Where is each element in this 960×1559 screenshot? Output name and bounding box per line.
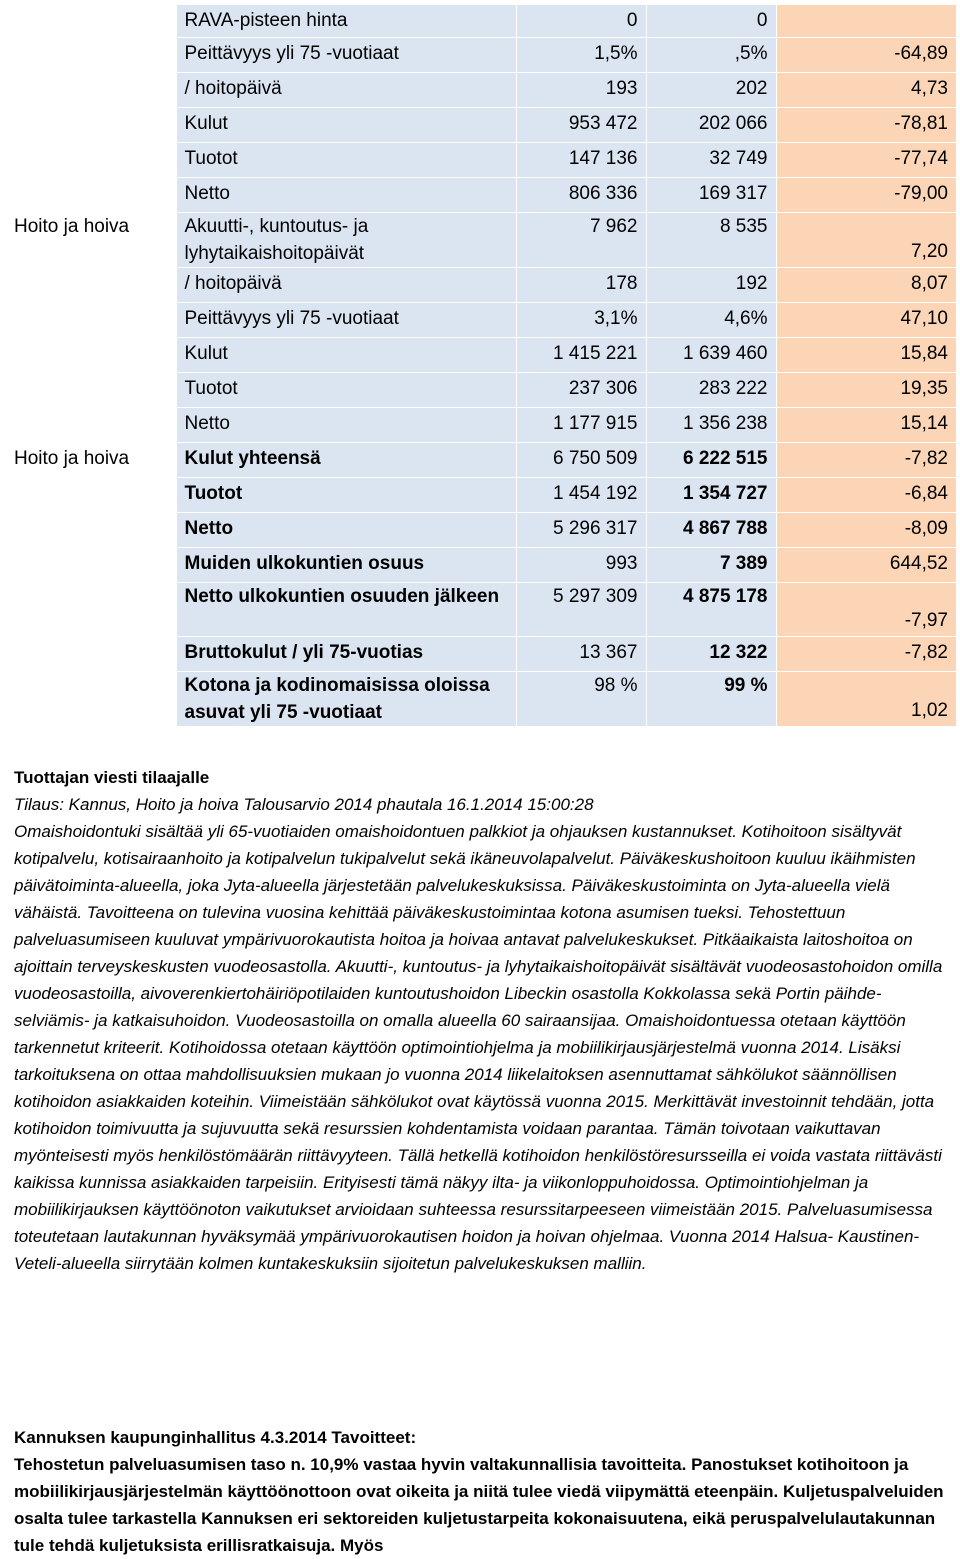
- row-value-2014: 32 749: [646, 143, 776, 178]
- row-change-pct: 8,07: [776, 268, 956, 303]
- table-row: [6, 178, 956, 213]
- row-value-2013: 13 367: [516, 637, 646, 672]
- row-value-2013: 993: [516, 548, 646, 583]
- row-item: Peittävyys yli 75 -vuotiaat: [176, 38, 516, 73]
- row-group-label: [6, 38, 176, 73]
- row-item: Akuutti-, kuntoutus- ja lyhytaikaishoitopäivät: [176, 213, 516, 268]
- row-change-pct: -8,09: [776, 513, 956, 548]
- table-row: [6, 443, 956, 478]
- table-row: [6, 5, 956, 38]
- row-change-pct: 1,02: [776, 672, 956, 727]
- row-item: / hoitopäivä: [176, 268, 516, 303]
- row-group-label: [6, 408, 176, 443]
- row-value-2014: 4 867 788: [646, 513, 776, 548]
- row-item: Kulut yhteensä: [176, 443, 516, 478]
- table-row: [6, 38, 956, 73]
- row-value-2014: 12 322: [646, 637, 776, 672]
- row-group-label: [6, 513, 176, 548]
- table-row: [6, 478, 956, 513]
- table-row: [6, 637, 956, 672]
- row-value-2014: 169 317: [646, 178, 776, 213]
- row-value-2014: 1 354 727: [646, 478, 776, 513]
- row-group-label: [6, 478, 176, 513]
- row-item: Peittävyys yli 75 -vuotiaat: [176, 303, 516, 338]
- row-item: Kulut: [176, 108, 516, 143]
- row-value-2014: 7 389: [646, 548, 776, 583]
- row-value-2014: 4,6%: [646, 303, 776, 338]
- row-group-label: Hoito ja hoiva: [6, 213, 176, 268]
- table-row: [6, 583, 956, 637]
- row-value-2014: 8 535: [646, 213, 776, 268]
- row-group-label: [6, 672, 176, 727]
- row-group-label: [6, 73, 176, 108]
- row-value-2014: 99 %: [646, 672, 776, 727]
- row-value-2013: 193: [516, 73, 646, 108]
- row-change-pct: -78,81: [776, 108, 956, 143]
- finance-table-body: [6, 5, 956, 727]
- row-item: Kulut: [176, 338, 516, 373]
- table-row: [6, 268, 956, 303]
- row-value-2013: 3,1%: [516, 303, 646, 338]
- row-change-pct: 7,20: [776, 213, 956, 268]
- goals-heading: Kannuksen kaupunginhallitus 4.3.2014 Tavoitteet:: [14, 1428, 417, 1447]
- table-row: [6, 408, 956, 443]
- table-row: [6, 338, 956, 373]
- row-value-2013: 1 415 221: [516, 338, 646, 373]
- row-item: Tuotot: [176, 373, 516, 408]
- table-row: [6, 672, 956, 727]
- row-change-pct: -64,89: [776, 38, 956, 73]
- row-group-label: [6, 303, 176, 338]
- message-meta: Tilaus: Kannus, Hoito ja hoiva Talousarvio 2014 phautala 16.1.2014 15:00:28: [14, 795, 594, 814]
- row-value-2013: 5 296 317: [516, 513, 646, 548]
- table-row: [6, 303, 956, 338]
- row-item: Tuotot: [176, 143, 516, 178]
- row-value-2014: 283 222: [646, 373, 776, 408]
- row-item: Netto: [176, 513, 516, 548]
- table-row: [6, 213, 956, 268]
- row-item: Netto ulkokuntien osuuden jälkeen: [176, 583, 516, 637]
- row-change-pct: -79,00: [776, 178, 956, 213]
- row-value-2014: 202: [646, 73, 776, 108]
- row-value-2014: 0: [646, 5, 776, 38]
- row-item: Netto: [176, 408, 516, 443]
- row-group-label: Hoito ja hoiva: [6, 443, 176, 478]
- row-item: Tuotot: [176, 478, 516, 513]
- finance-table: [6, 4, 956, 726]
- row-change-pct: 644,52: [776, 548, 956, 583]
- row-value-2014: 1 639 460: [646, 338, 776, 373]
- row-value-2013: 6 750 509: [516, 443, 646, 478]
- table-row: [6, 513, 956, 548]
- row-change-pct: 4,73: [776, 73, 956, 108]
- row-item: Netto: [176, 178, 516, 213]
- row-change-pct: 47,10: [776, 303, 956, 338]
- row-group-label: [6, 108, 176, 143]
- producer-message: [14, 764, 950, 1277]
- row-value-2014: ,5%: [646, 38, 776, 73]
- row-item: Muiden ulkokuntien osuus: [176, 548, 516, 583]
- row-group-label: [6, 548, 176, 583]
- row-value-2014: 4 875 178: [646, 583, 776, 637]
- row-change-pct: -6,84: [776, 478, 956, 513]
- table-row: [6, 373, 956, 408]
- row-change-pct: [776, 5, 956, 38]
- row-group-label: [6, 5, 176, 38]
- row-value-2013: 806 336: [516, 178, 646, 213]
- table-row: [6, 108, 956, 143]
- row-item: Kotona ja kodinomaisissa oloissa asuvat yli 75 -vuotiaat: [176, 672, 516, 727]
- row-value-2013: 7 962: [516, 213, 646, 268]
- row-value-2013: 953 472: [516, 108, 646, 143]
- row-value-2014: 202 066: [646, 108, 776, 143]
- row-change-pct: 19,35: [776, 373, 956, 408]
- row-value-2013: 237 306: [516, 373, 646, 408]
- message-heading: Tuottajan viesti tilaajalle: [14, 768, 210, 787]
- row-change-pct: -77,74: [776, 143, 956, 178]
- row-change-pct: 15,84: [776, 338, 956, 373]
- row-value-2013: 1,5%: [516, 38, 646, 73]
- row-group-label: [6, 268, 176, 303]
- row-group-label: [6, 373, 176, 408]
- row-value-2013: 0: [516, 5, 646, 38]
- row-value-2013: 178: [516, 268, 646, 303]
- row-value-2014: 192: [646, 268, 776, 303]
- row-group-label: [6, 143, 176, 178]
- message-body: Omaishoidontuki sisältää yli 65-vuotiaiden omaishoidontuen palkkiot ja ohjauksen kustannukset. Kotihoitoon sisältyvät kotipalvelu, kotisairaanhoito ja kotipalvelun tukipalvelut sekä ikäneuvolapalvelut. Päiväkeskushoitoon kuuluu ikäihmisten päivätoiminta-alueella, joka Jyta-alueella järjestetään palvelukeskuksissa. Päiväkeskustoiminta on Jyta-alueella vielä vähäistä. Tavoitteena on tulevina vuosina kehittää päiväkeskustoimintaa kotona asumisen tueksi. Tehostettuun palveluasumiseen kuuluvat ympärivuorokautista hoitoa ja hoivaa antavat palvelukeskukset. Pitkäaikaista laitoshoitoa on ajoittain terveyskeskusten vuodeosastolla. Akuutti-, kuntoutus- ja lyhytaikaishoitopäivät sisältävät vuodeosastohoidon omilla vuodeosastoilla, aivoverenkiertohäiriöpotilaiden kuntoutushoidon Libeckin osastolla Kokkolassa sekä Portin päihde- selviämis- ja katkaisuhoidon. Vuodeosastoilla on omalla alueella 60 sairaansijaa. Omaishoidontuessa otetaan käyttöön tarkennetut kriteerit. Kotihoidossa otetaan käyttöön optimointiohjelma ja mobiilikirjausjärjestelmä vuonna 2014. Lisäksi tarkoituksena on ottaa mahdollisuuksien mukaan jo vuonna 2014 liikelaitoksen asennuttamat sähkölukot säännöllisen kotihoidon asiakkaiden koteihin. Viimeistään sähkölukot ovat käytössä vuonna 2015. Merkittävät investoinnit tehdään, jotta kotihoidon toimivuutta ja sujuvuutta sekä resurssien kohdentamista voidaan parantaa. Tämän toivotaan vaikuttavan myönteisesti myös henkilöstömäärän riittävyyteen. Tällä hetkellä kotihoidon henkilöstöresursseilla ei voida vastata riittävästi kaikissa kunnissa asiakkaiden tarpeisiin. Erityisesti tämä näkyy ilta- ja viikonloppuhoidossa. Optimointiohjelman ja mobiilikirjauksen käyttöönoton vaikutukset arvioidaan suhteessa resurssitarpeeseen viimeistään 2015. Palveluasumisessa toteutetaan lautakunnan hyväksymää ympärivuorokautisen hoidon ja hoivan ohjelmaa. Vuonna 2014 Halsua- Kaustinen-Veteli-alueella siirrytään kolmen kuntakeskuksiin sijoitetun palvelukeskuksen malliin.: [14, 822, 943, 1273]
- row-value-2013: 5 297 309: [516, 583, 646, 637]
- row-change-pct: -7,82: [776, 637, 956, 672]
- row-group-label: [6, 338, 176, 373]
- row-group-label: [6, 583, 176, 637]
- goals-body: Tehostetun palveluasumisen taso n. 10,9% vastaa hyvin valtakunnallisia tavoitteita. Panostukset kotihoitoon ja mobiilikirjausjärjestelmän käyttöönottoon ovat oikeita ja niitä tulee viedä viipymättä eteenpäin. Kuljetuspalveluiden osalta tulee tarkastella Kannuksen eri sektoreiden kuljetustarpeita kokonaisuutena, eikä peruspalvelulautakunnan tule tehdä kuljetuksista erillisratkaisuja. Myös: [14, 1455, 944, 1555]
- row-item: / hoitopäivä: [176, 73, 516, 108]
- board-goals: [14, 1424, 950, 1559]
- table-row: [6, 548, 956, 583]
- row-group-label: [6, 178, 176, 213]
- row-value-2014: 1 356 238: [646, 408, 776, 443]
- row-item: Bruttokulut / yli 75-vuotias: [176, 637, 516, 672]
- row-change-pct: -7,97: [776, 583, 956, 637]
- table-row: [6, 143, 956, 178]
- row-change-pct: 15,14: [776, 408, 956, 443]
- row-group-label: [6, 637, 176, 672]
- row-change-pct: -7,82: [776, 443, 956, 478]
- table-row: [6, 73, 956, 108]
- row-value-2014: 6 222 515: [646, 443, 776, 478]
- row-value-2013: 1 177 915: [516, 408, 646, 443]
- row-item: RAVA-pisteen hinta: [176, 5, 516, 38]
- row-value-2013: 98 %: [516, 672, 646, 727]
- row-value-2013: 147 136: [516, 143, 646, 178]
- row-value-2013: 1 454 192: [516, 478, 646, 513]
